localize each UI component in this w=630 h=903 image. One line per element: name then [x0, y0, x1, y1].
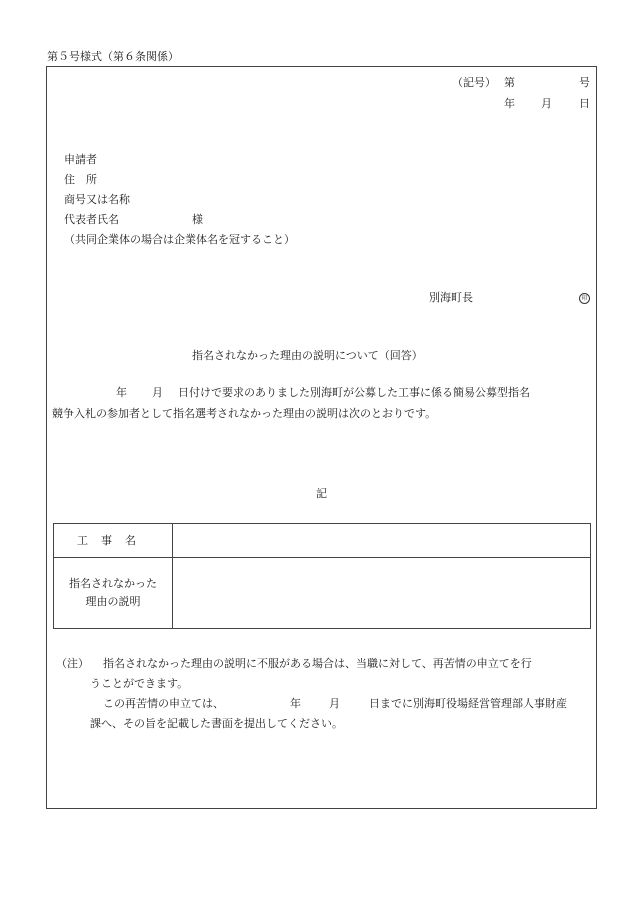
number-go: 号 [579, 76, 590, 89]
body-line2: 競争入札の参加者として指名選考されなかった理由の説明は次のとおりです。 [52, 407, 437, 420]
mayor-title: 別海町長 [429, 291, 473, 304]
reason-label [54, 558, 173, 629]
number-dai: 第 [504, 76, 515, 89]
note-line3-b: 日までに別海町役場経営管理部人事財産 [369, 697, 567, 710]
note-line3-month: 月 [329, 697, 340, 710]
note-mark: （注） [56, 657, 89, 670]
date-month: 月 [541, 97, 552, 110]
work-name-label: 工事名 [54, 524, 173, 558]
body-month: 月 [152, 386, 163, 399]
note-line3-a: この再苦情の申立ては、 [103, 697, 224, 710]
reason-value [173, 558, 591, 629]
ki-mark: 記 [316, 487, 327, 500]
applicant-address: 住 所 [64, 173, 97, 186]
subject-line: 指名されなかった理由の説明について（回答） [192, 349, 423, 362]
date-day: 日 [579, 97, 590, 110]
note-line3-year: 年 [290, 697, 301, 710]
body-line1: 日付けで要求のありました別海町が公募した工事に係る簡易公募型指名 [178, 386, 530, 399]
applicant-sama: 様 [192, 213, 203, 226]
date-year: 年 [504, 97, 515, 110]
reason-label-line1: 指名されなかった [69, 577, 157, 590]
kigo-label: （記号） [452, 76, 496, 89]
applicant-note: （共同企業体の場合は企業体名を冠すること） [64, 233, 295, 246]
reason-label-line2: 理由の説明 [85, 595, 141, 608]
table-row [54, 558, 591, 629]
note-line4: 課へ、その旨を記載した書面を提出してください。 [90, 717, 343, 730]
form-id: 第５号様式（第６条関係） [47, 50, 179, 63]
seal-mark: 印 [579, 293, 590, 304]
body-year: 年 [116, 386, 127, 399]
applicant-title: 申請者 [64, 153, 97, 166]
work-name-value [173, 524, 591, 558]
note-line2: うことができます。 [90, 677, 189, 690]
applicant-trade-name: 商号又は名称 [64, 193, 130, 206]
note-line1: 指名されなかった理由の説明に不服がある場合は、当職に対して、再苦情の申立てを行 [103, 657, 532, 670]
work-table [53, 523, 591, 629]
applicant-rep-name: 代表者氏名 [64, 213, 119, 226]
table-row [54, 524, 591, 558]
